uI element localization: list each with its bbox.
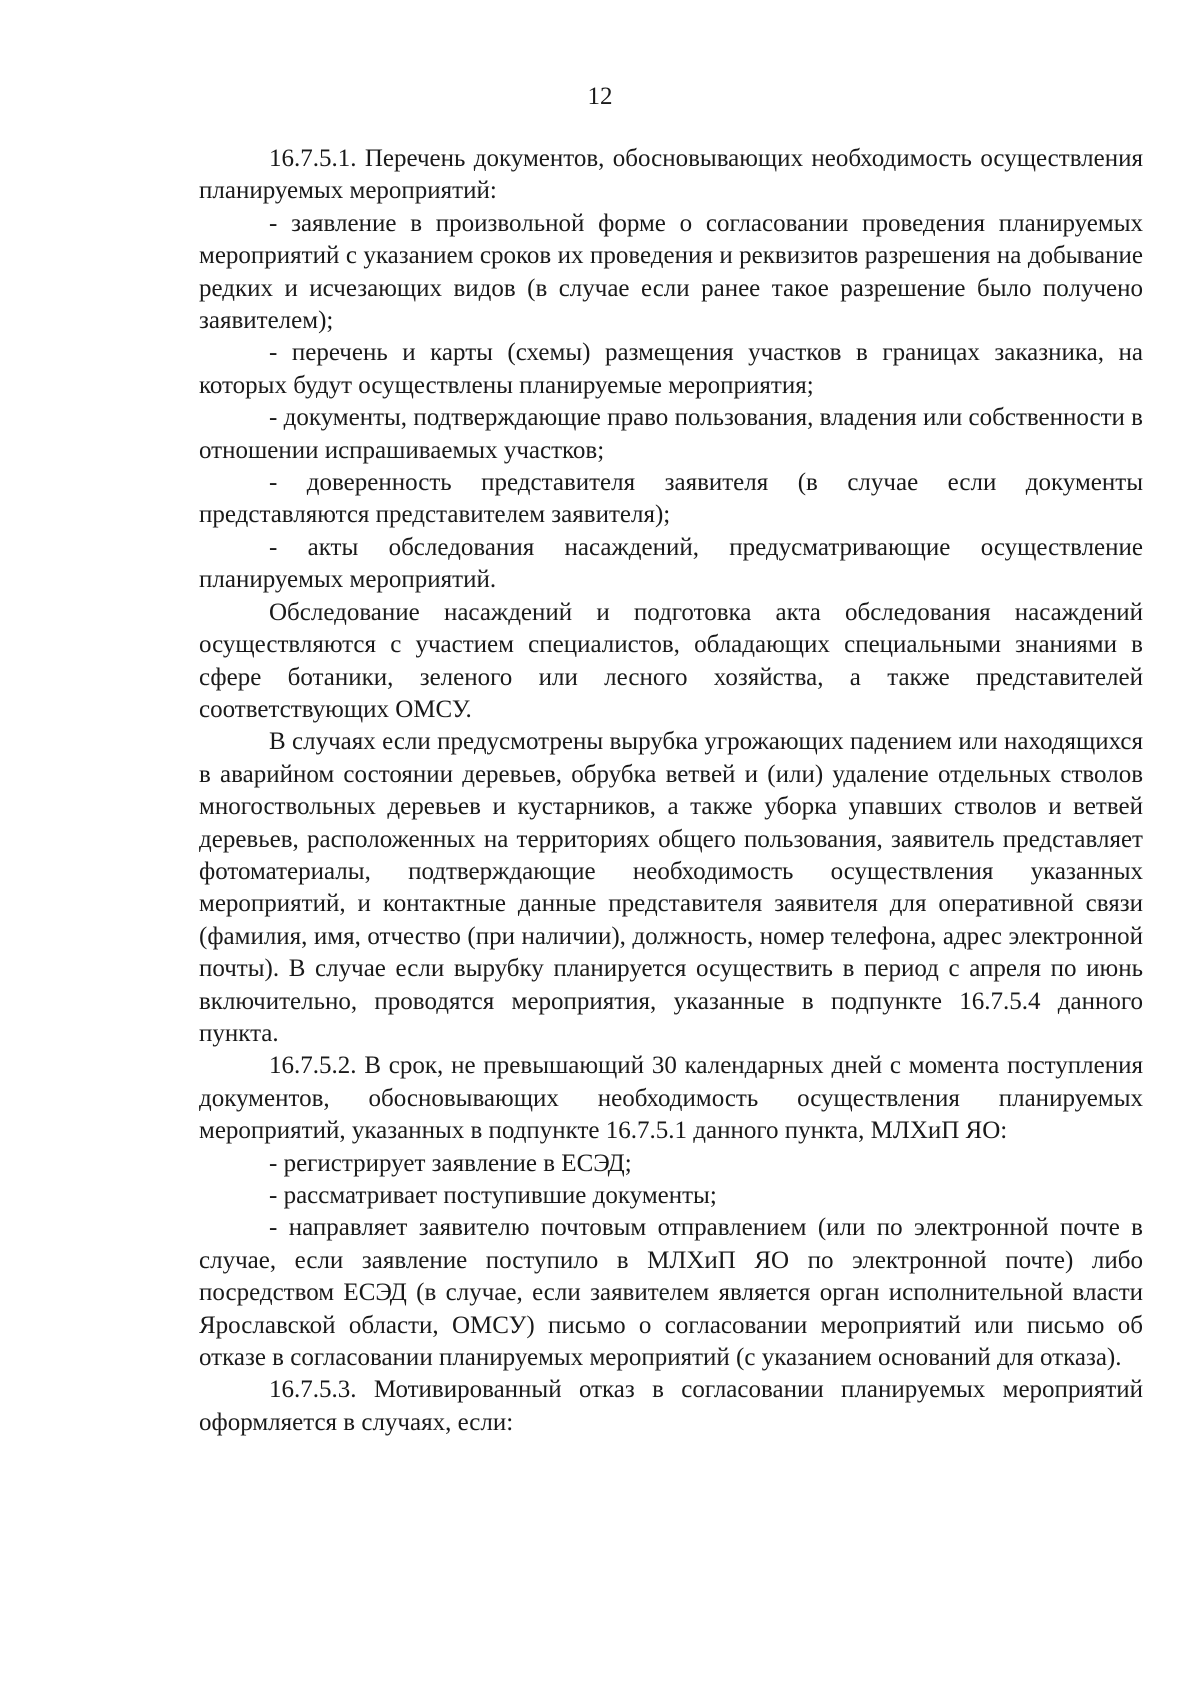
paragraph-inspection: Обследование насаждений и подготовка акта обследования насаждений осуществляются с участием специалистов, обладающих специальными знаниями в сфере ботаники, зеленого или лесного хозяйства, а также представителей соответствующих ОМСУ.	[199, 598, 1143, 723]
list-item-site-maps: - перечень и карты (схемы) размещения участков в границах заказника, на которых будут осуществлены планируемые мероприятия;	[199, 339, 1143, 399]
paragraph-16-7-5-1: 16.7.5.1. Перечень документов, обосновывающих необходимость осуществления планируемых мероприятий:	[199, 145, 1143, 205]
paragraph-16-7-5-2: 16.7.5.2. В срок, не превышающий 30 календарных дней с момента поступления документов, обосновывающих необходимость осуществления планируемых мероприятий, указанных в подпункте 16.7.5.1 данного пункта, МЛХиП ЯО:	[199, 1052, 1143, 1145]
page-number: 12	[587, 83, 613, 110]
list-item-ownership-documents: - документы, подтверждающие право пользования, владения или собственности в отношении испрашиваемых участков;	[199, 404, 1143, 464]
list-item-application: - заявление в произвольной форме о согласовании проведения планируемых мероприятий с указанием сроков их проведения и реквизитов разрешения на добывание редких и исчезающих видов (в случае если ранее такое разрешение было получено заявителем);	[199, 209, 1143, 335]
list-item-send-letter: - направляет заявителю почтовым отправлением (или по электронной почте в случае, если заявление поступило в МЛХиП ЯО по электронной почте) либо посредством ЕСЭД (в случае, если заявителем является орган исполнительной власти Ярославской области, ОМСУ) письмо о согласовании мероприятий или письмо об отказе в согласовании планируемых мероприятий (с указанием оснований для отказа).	[199, 1214, 1143, 1372]
list-item-register: - регистрирует заявление в ЕСЭД;	[269, 1149, 632, 1177]
paragraph-hazardous-trees: В случаях если предусмотрены вырубка угрожающих падением или находящихся в аварийном состоянии деревьев, обрубка ветвей и (или) удаление отдельных стволов многоствольных деревьев и кустарников, а также уборка упавших стволов и ветвей деревьев, расположенных на территориях общего пользования, заявитель представляет фотоматериалы, подтверждающие необходимость осуществления указанных мероприятий, и контактные данные представителя заявителя для оперативной связи (фамилия, имя, отчество (при наличии), должность, номер телефона, адрес электронной почты). В случае если вырубку планируется осуществить в период с апреля по июнь включительно, проводятся мероприятия, указанные в подпункте 16.7.5.4 данного пункта.	[199, 728, 1143, 1047]
list-item-review: - рассматривает поступившие документы;	[269, 1182, 717, 1209]
list-item-power-of-attorney: - доверенность представителя заявителя (в случае если документы представляются представителем заявителя);	[199, 469, 1143, 529]
paragraph-16-7-5-3: 16.7.5.3. Мотивированный отказ в согласовании планируемых мероприятий оформляется в случаях, если:	[199, 1376, 1143, 1436]
list-item-inspection-acts: - акты обследования насаждений, предусматривающие осуществление планируемых мероприятий.	[199, 533, 1143, 594]
document-body	[199, 143, 1143, 1439]
